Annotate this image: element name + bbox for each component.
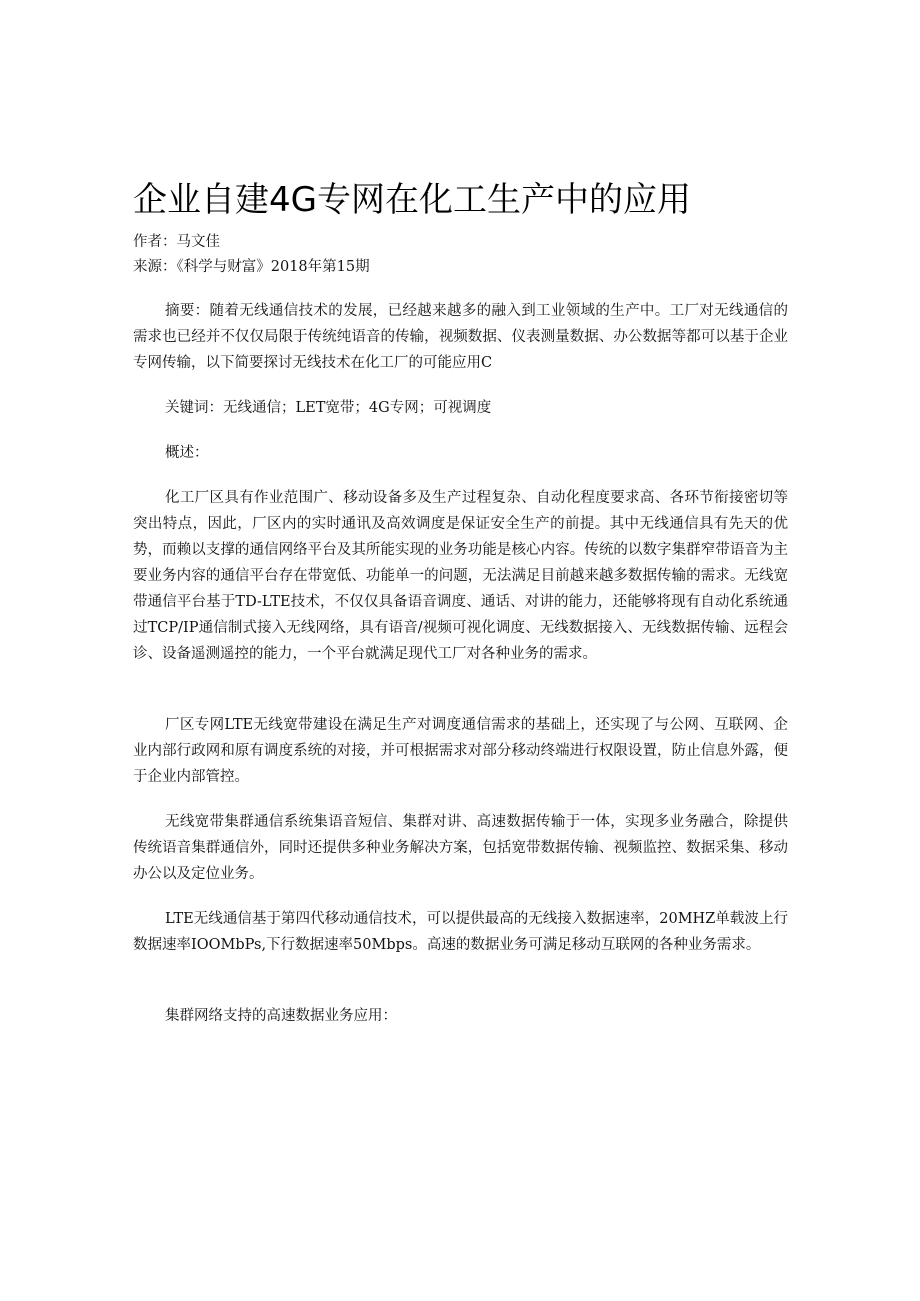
body-paragraph-1: 化工厂区具有作业范围广、移动设备多及生产过程复杂、自动化程度要求高、各环节衔接密切等突出特点，因此，厂区内的实时通讯及高效调度是保证安全生产的前提。其中无线通信具有先天的优势，而赖以支撑的通信网络平台及其所能实现的业务功能是核心内容。传统的以数字集群窄带语音为主要业务内容的通信平台存在带宽低、功能单一的问题，无法满足目前越来越多数据传输的需求。无线宽带通信平台基于TD-LTE技术，不仅仅具备语音调度、通话、对讲的能力，还能够将现有自动化系统通过TCP/IP通信制式接入无线网络，具有语音/视频可视化调度、无线数据接入、无线数据传输、远程会诊、设备遥测遥控的能力，一个平台就满足现代工厂对各种业务的需求。 [133, 490, 788, 662]
source-line: 来源：《科学与财富》2018年第15期 [133, 259, 370, 275]
body-paragraph-5: 集群网络支持的高速数据业务应用： [165, 1008, 397, 1024]
author-line: 作者：马文佳 [133, 234, 220, 250]
body-paragraph-3: 无线宽带集群通信系统集语音短信、集群对讲、高速数据传输于一体，实现多业务融合，除提供传统语音集群通信外，同时还提供多种业务解决方案，包括宽带数据传输、视频监控、数据采集、移动办公以及定位业务。 [133, 814, 788, 882]
overview-heading: 概述： [165, 445, 209, 461]
document-title: 企业自建4G专网在化工生产中的应用 [133, 180, 691, 220]
abstract-paragraph: 摘要：随着无线通信技术的发展，已经越来越多的融入到工业领域的生产中。工厂对无线通信的需求也已经并不仅仅局限于传统纯语音的传输，视频数据、仪表测量数据、办公数据等都可以基于企业专网传输，以下简要探讨无线技术在化工厂的可能应用C [133, 303, 788, 371]
body-paragraph-4: LTE无线通信基于第四代移动通信技术，可以提供最高的无线接入数据速率，20MHZ单载波上行数据速率IOOMbPs,下行数据速率50Mbps。高速的数据业务可满足移动互联网的各种业务需求。 [133, 911, 788, 953]
keywords-paragraph: 关键词：无线通信；LET宽带；4G专网；可视调度 [165, 400, 492, 416]
body-paragraph-2: 厂区专网LTE无线宽带建设在满足生产对调度通信需求的基础上，还实现了与公网、互联网、企业内部行政网和原有调度系统的对接，并可根据需求对部分移动终端进行权限设置，防止信息外露，便于企业内部管控。 [133, 717, 788, 785]
